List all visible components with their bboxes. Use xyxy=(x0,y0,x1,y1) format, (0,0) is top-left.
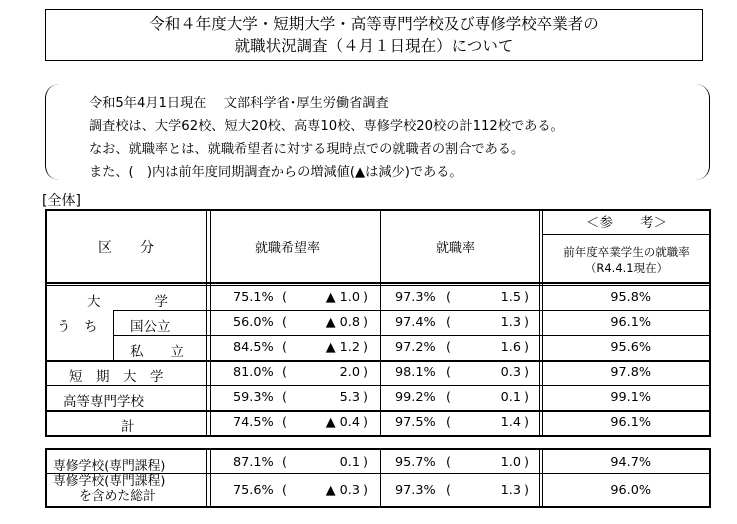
desire-rate-value: 56.0% xyxy=(233,315,274,330)
reference-rate-value: 95.6% xyxy=(610,340,651,355)
reference-rate-value: 99.1% xyxy=(610,390,651,405)
paren-open: ( xyxy=(446,290,451,305)
paren-open: ( xyxy=(446,340,451,355)
desire-rate-value: 59.3% xyxy=(233,390,274,405)
reference-rate-value: 94.7% xyxy=(610,455,651,470)
paren-close: ) xyxy=(524,455,529,470)
label-university: 大 学 xyxy=(87,294,168,310)
desire-rate-value: 75.1% xyxy=(233,290,274,305)
reference-rate-value: 96.1% xyxy=(610,315,651,330)
employment-rate-value: 97.5% xyxy=(395,415,436,430)
paren-open: ( xyxy=(446,483,451,498)
paren-close: ) xyxy=(363,483,368,498)
desire-rate-value: 87.1% xyxy=(233,455,274,470)
header-reference-sub2: （R4.4.1現在） xyxy=(584,261,669,275)
paren-close: ) xyxy=(363,365,368,380)
desire-rate-value: 74.5% xyxy=(233,415,274,430)
employment-table xyxy=(45,209,711,524)
employment-rate-diff: 1.0 xyxy=(500,455,521,470)
paren-open: ( xyxy=(446,415,451,430)
note-line-1: 令和5年4月1日現在 文部科学省･厚生労働省調査 xyxy=(89,96,389,111)
paren-open: ( xyxy=(446,455,451,470)
reference-rate-value: 97.8% xyxy=(610,365,651,380)
employment-rate-diff: 1.3 xyxy=(500,315,521,330)
desire-rate-diff: ▲ 0.8 xyxy=(325,315,360,330)
reference-rate-value: 95.8% xyxy=(610,290,651,305)
paren-close: ) xyxy=(524,415,529,430)
survey-note xyxy=(45,84,710,184)
note-line-2: 調査校は、大学62校、短大20校、高専10校、専修学校20校の計112校である。 xyxy=(89,119,564,134)
paren-open: ( xyxy=(282,415,287,430)
desire-rate-diff: ▲ 1.0 xyxy=(325,290,360,305)
employment-rate-value: 95.7% xyxy=(395,455,436,470)
paren-open: ( xyxy=(446,365,451,380)
paren-open: ( xyxy=(282,290,287,305)
desire-rate-diff: ▲ 0.4 xyxy=(325,415,360,430)
paren-open: ( xyxy=(282,455,287,470)
desire-rate-diff: ▲ 1.2 xyxy=(325,340,360,355)
paren-close: ) xyxy=(363,315,368,330)
desire-rate-diff: 2.0 xyxy=(339,365,360,380)
paren-close: ) xyxy=(363,415,368,430)
paren-open: ( xyxy=(282,315,287,330)
label-technical-college: 高等専門学校 xyxy=(63,394,144,410)
header-reference-sub1: 前年度卒業学生の就職率 xyxy=(563,245,690,259)
employment-rate-diff: 0.1 xyxy=(500,390,521,405)
employment-rate-diff: 1.3 xyxy=(500,483,521,498)
label-grand-total-1: 専修学校(専門課程) xyxy=(53,474,166,489)
label-uchi: う ち xyxy=(57,319,98,335)
desire-rate-value: 75.6% xyxy=(233,483,274,498)
paren-close: ) xyxy=(363,290,368,305)
paren-close: ) xyxy=(524,390,529,405)
desire-rate-diff: 5.3 xyxy=(339,390,360,405)
section-label: [全体] xyxy=(42,193,81,209)
title-line-2: 就職状況調査（４月１日現在）について xyxy=(234,37,514,55)
paren-open: ( xyxy=(282,483,287,498)
paren-close: ) xyxy=(524,290,529,305)
paren-close: ) xyxy=(363,455,368,470)
label-private: 私 立 xyxy=(130,344,184,360)
employment-rate-value: 98.1% xyxy=(395,365,436,380)
reference-rate-value: 96.0% xyxy=(610,483,651,498)
paren-open: ( xyxy=(282,365,287,380)
document-title xyxy=(45,9,703,61)
label-vocational: 専修学校(専門課程) xyxy=(53,459,166,474)
employment-rate-diff: 1.4 xyxy=(500,415,521,430)
employment-rate-diff: 1.6 xyxy=(500,340,521,355)
employment-rate-diff: 0.3 xyxy=(500,365,521,380)
paren-close: ) xyxy=(524,340,529,355)
title-line-1: 令和４年度大学・短期大学・高等専門学校及び専修学校卒業者の xyxy=(149,15,599,33)
left-bracket xyxy=(45,84,60,180)
paren-close: ) xyxy=(524,315,529,330)
label-junior-college: 短 期 大 学 xyxy=(69,369,164,385)
right-bracket xyxy=(695,84,710,180)
employment-rate-value: 97.4% xyxy=(395,315,436,330)
paren-close: ) xyxy=(524,365,529,380)
paren-close: ) xyxy=(524,483,529,498)
desire-rate-value: 81.0% xyxy=(233,365,274,380)
paren-open: ( xyxy=(446,390,451,405)
desire-rate-diff: ▲ 0.3 xyxy=(325,483,360,498)
paren-open: ( xyxy=(282,340,287,355)
paren-open: ( xyxy=(282,390,287,405)
employment-rate-diff: 1.5 xyxy=(500,290,521,305)
desire-rate-diff: 0.1 xyxy=(339,455,360,470)
employment-rate-value: 99.2% xyxy=(395,390,436,405)
reference-rate-value: 96.1% xyxy=(610,415,651,430)
paren-open: ( xyxy=(446,315,451,330)
paren-close: ) xyxy=(363,390,368,405)
header-category: 区 分 xyxy=(98,239,154,256)
note-line-4: また、( )内は前年度同期調査からの増減値(▲は減少)である。 xyxy=(89,165,463,180)
note-line-3: なお、就職率とは、就職希望者に対する現時点での就職者の割合である。 xyxy=(89,142,525,157)
employment-rate-value: 97.3% xyxy=(395,483,436,498)
label-grand-total-2: を含めた総計 xyxy=(79,489,156,504)
paren-close: ) xyxy=(363,340,368,355)
header-reference: ＜参 考＞ xyxy=(586,215,667,231)
desire-rate-value: 84.5% xyxy=(233,340,274,355)
label-total: 計 xyxy=(121,419,135,435)
employment-rate-value: 97.2% xyxy=(395,340,436,355)
label-national: 国公立 xyxy=(130,319,171,335)
header-employment-rate: 就職率 xyxy=(436,241,476,256)
header-desire-rate: 就職希望率 xyxy=(255,241,321,256)
employment-rate-value: 97.3% xyxy=(395,290,436,305)
